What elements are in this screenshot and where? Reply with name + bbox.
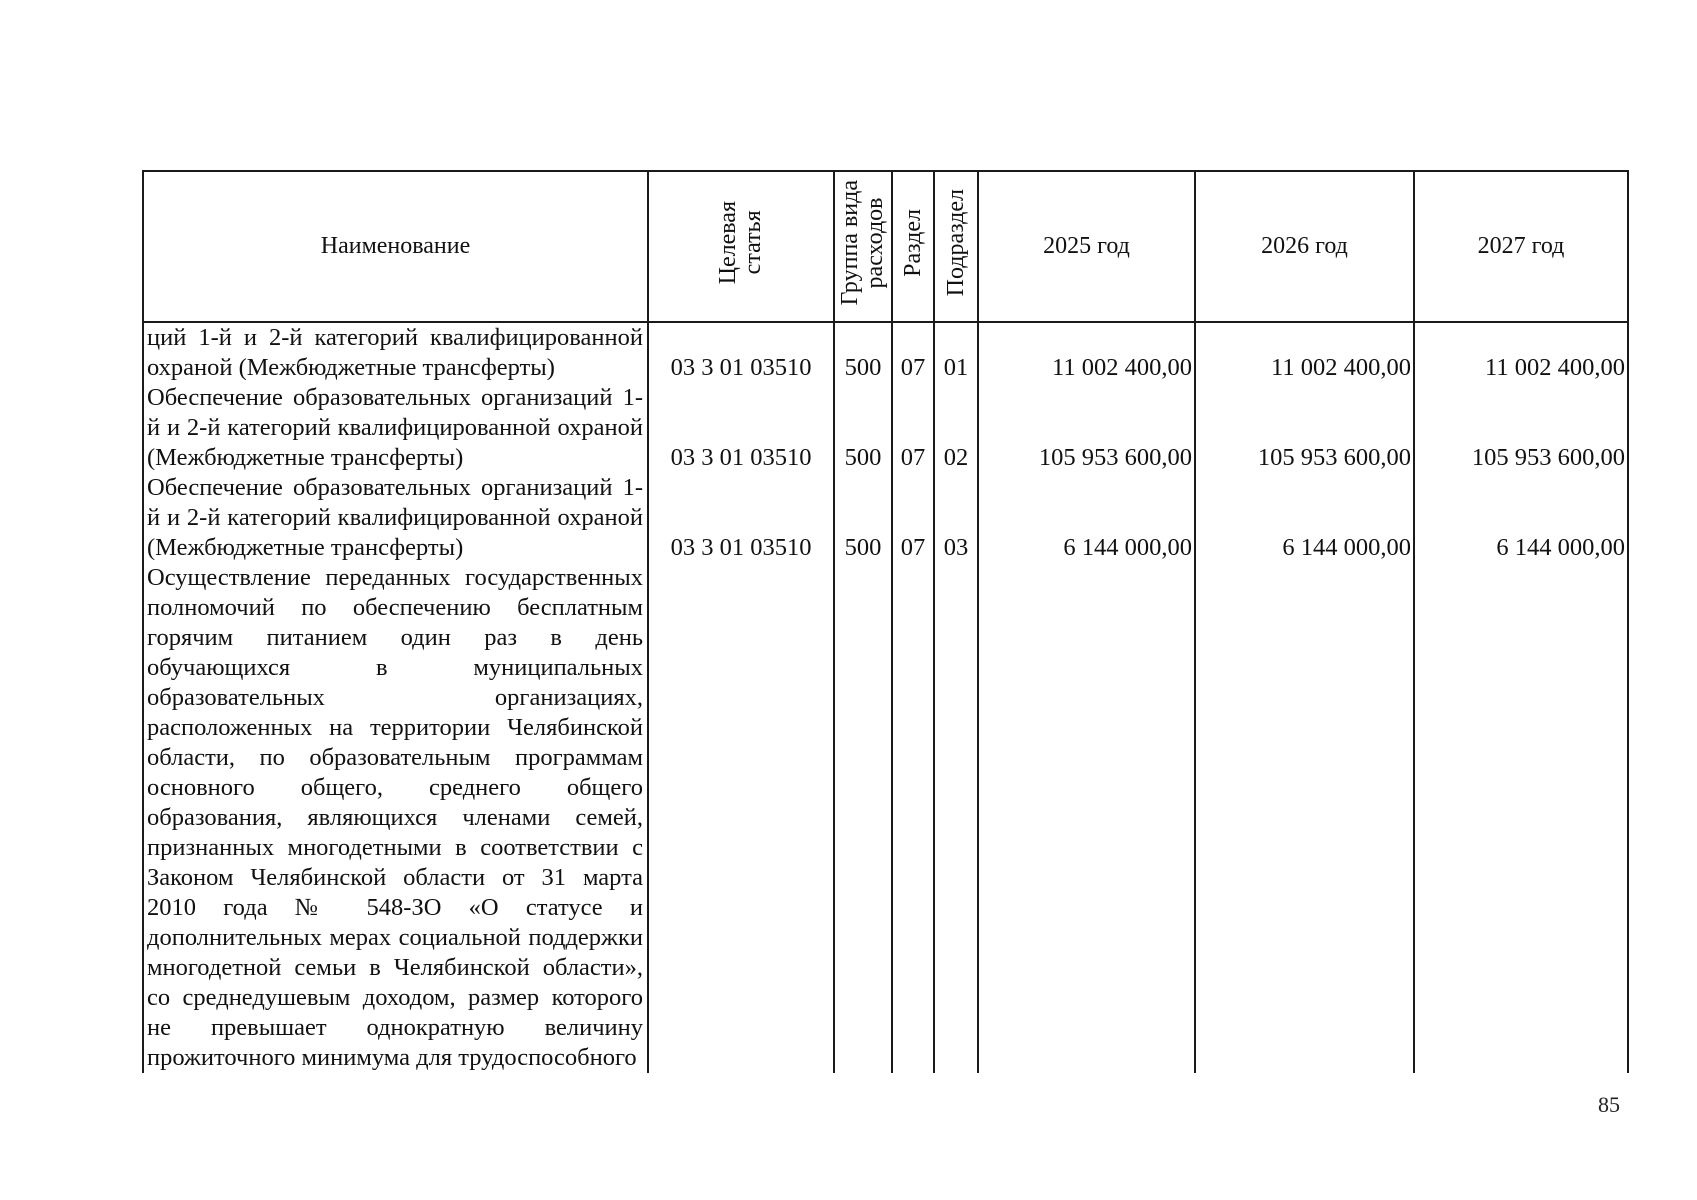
header-subsection <box>934 171 978 322</box>
row-subsection: 02 <box>934 383 978 473</box>
row-target-article: 03 3 01 03510 <box>648 322 834 383</box>
row-name: ций 1-й и 2-й категорий квалифицированной охраной (Межбюджетные трансферты) <box>143 322 648 383</box>
header-target-article <box>648 171 834 322</box>
header-target-article-label: Целевая статья <box>715 201 766 285</box>
row-target-article: 03 3 01 03510 <box>648 473 834 563</box>
table-header-row <box>143 171 1628 322</box>
header-section <box>892 171 934 322</box>
table-row <box>143 322 1628 383</box>
header-name <box>143 171 648 322</box>
row-subsection: 01 <box>934 322 978 383</box>
header-name-label: Наименование <box>320 233 471 259</box>
row-name: Обеспечение образовательных организаций 1-й и 2-й категорий квалифицированной охраной (Межбюджетные трансферты) <box>143 383 648 473</box>
page-number: 85 <box>1598 1092 1620 1117</box>
row-amount-2026 <box>1195 563 1414 1073</box>
row-amount-2027: 11 002 400,00 <box>1414 322 1628 383</box>
header-year-2026 <box>1195 171 1414 322</box>
row-amount-2025: 6 144 000,00 <box>978 473 1195 563</box>
row-section: 07 <box>892 473 934 563</box>
row-amount-2026: 105 953 600,00 <box>1195 383 1414 473</box>
row-amount-2025: 11 002 400,00 <box>978 322 1195 383</box>
header-year-2025 <box>978 171 1195 322</box>
row-subsection: 03 <box>934 473 978 563</box>
table-row <box>143 563 1628 1073</box>
row-section: 07 <box>892 383 934 473</box>
row-section: 07 <box>892 322 934 383</box>
header-expense-group-label: Группа вида расходов <box>837 180 888 306</box>
header-expense-group <box>834 171 892 322</box>
table-row <box>143 383 1628 473</box>
table-row <box>143 473 1628 563</box>
row-subsection <box>934 563 978 1073</box>
row-expense-group: 500 <box>834 473 892 563</box>
header-subsection-label: Подраздел <box>942 189 969 297</box>
header-year-2027-label: 2027 год <box>1477 233 1565 259</box>
budget-table <box>142 170 1629 1073</box>
row-target-article: 03 3 01 03510 <box>648 383 834 473</box>
header-year-2027 <box>1414 171 1628 322</box>
header-section-label: Раздел <box>899 209 926 277</box>
row-expense-group: 500 <box>834 383 892 473</box>
row-name: Осуществление переданных государственных полномочий по обеспечению бесплатным горячим питанием один раз в день обучающихся в муниципальных образовательных организациях, расположенных на территории Челябинской области, по образовательным программам основного общего, среднего общего образования, являющихся членами семей, признанных многодетными в соответствии с Законом Челябинской области от 31 марта 2010 года № 548-ЗО «О статусе и дополнительных мерах социальной поддержки многодетной семьи в Челябинской области», со среднедушевым доходом, размер которого не превышает однократную величину прожиточного минимума для трудоспособного <box>143 563 648 1073</box>
row-amount-2026: 6 144 000,00 <box>1195 473 1414 563</box>
row-target-article <box>648 563 834 1073</box>
row-amount-2026: 11 002 400,00 <box>1195 322 1414 383</box>
row-amount-2027: 6 144 000,00 <box>1414 473 1628 563</box>
row-expense-group: 500 <box>834 322 892 383</box>
row-section <box>892 563 934 1073</box>
row-name: Обеспечение образовательных организаций 1-й и 2-й категорий квалифицированной охраной (Межбюджетные трансферты) <box>143 473 648 563</box>
row-amount-2027 <box>1414 563 1628 1073</box>
row-amount-2027: 105 953 600,00 <box>1414 383 1628 473</box>
row-amount-2025 <box>978 563 1195 1073</box>
header-year-2026-label: 2026 год <box>1261 233 1348 259</box>
row-expense-group <box>834 563 892 1073</box>
header-year-2025-label: 2025 год <box>1043 233 1130 259</box>
row-amount-2025: 105 953 600,00 <box>978 383 1195 473</box>
